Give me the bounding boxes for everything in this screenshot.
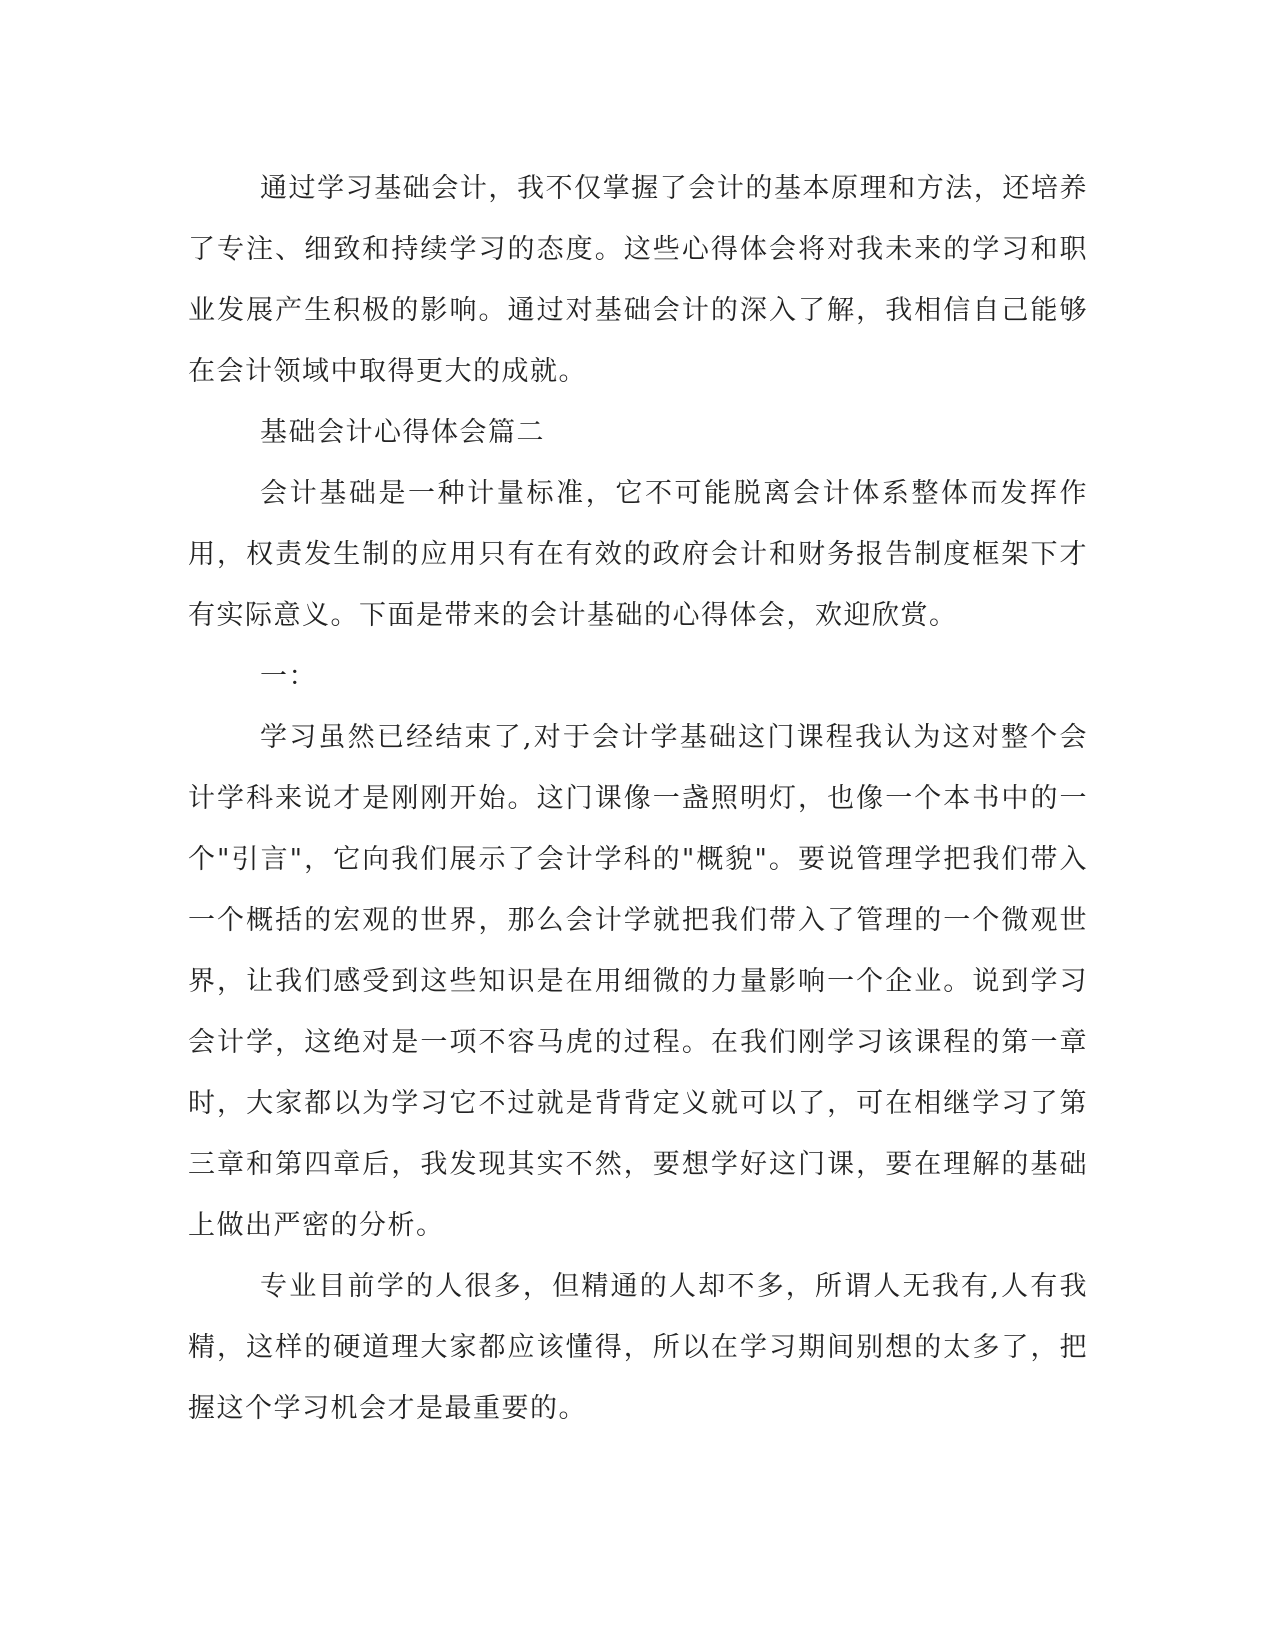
paragraph-conclusion: 通过学习基础会计，我不仅掌握了会计的基本原理和方法，还培养了专注、细致和持续学习的态度。这些心得体会将对我未来的学习和职业发展产生积极的影响。通过对基础会计的深入了解，我相信自己能够在会计领域中取得更大的成就。 <box>188 173 1088 387</box>
paragraph-intro: 会计基础是一种计量标准，它不可能脱离会计体系整体而发挥作用，权责发生制的应用只有在有效的政府会计和财务报告制度框架下才有实际意义。下面是带来的会计基础的心得体会，欢迎欣赏。 <box>188 478 1088 631</box>
section-title: 基础会计心得体会篇二 <box>260 417 545 448</box>
paragraph-course-reflection: 学习虽然已经结束了,对于会计学基础这门课程我认为这对整个会计学科来说才是刚刚开始。这门课像一盏照明灯，也像一个本书中的一个"引言"，它向我们展示了会计学科的"概貌"。要说管理学把我们带入一个概括的宏观的世界，那么会计学就把我们带入了管理的一个微观世界，让我们感受到这些知识是在用细微的力量影响一个企业。说到学习会计学，这绝对是一项不容马虎的过程。在我们刚学习该课程的第一章时，大家都以为学习它不过就是背背定义就可以了，可在相继学习了第三章和第四章后，我发现其实不然，要想学好这门课，要在理解的基础上做出严密的分析。 <box>188 722 1088 1241</box>
paragraph-study-advice: 专业目前学的人很多，但精通的人却不多，所谓人无我有,人有我精，这样的硬道理大家都应该懂得，所以在学习期间别想的太多了，把握这个学习机会才是最重要的。 <box>188 1271 1088 1424</box>
document-body <box>188 158 1088 1439</box>
section-number: 一： <box>260 661 317 692</box>
